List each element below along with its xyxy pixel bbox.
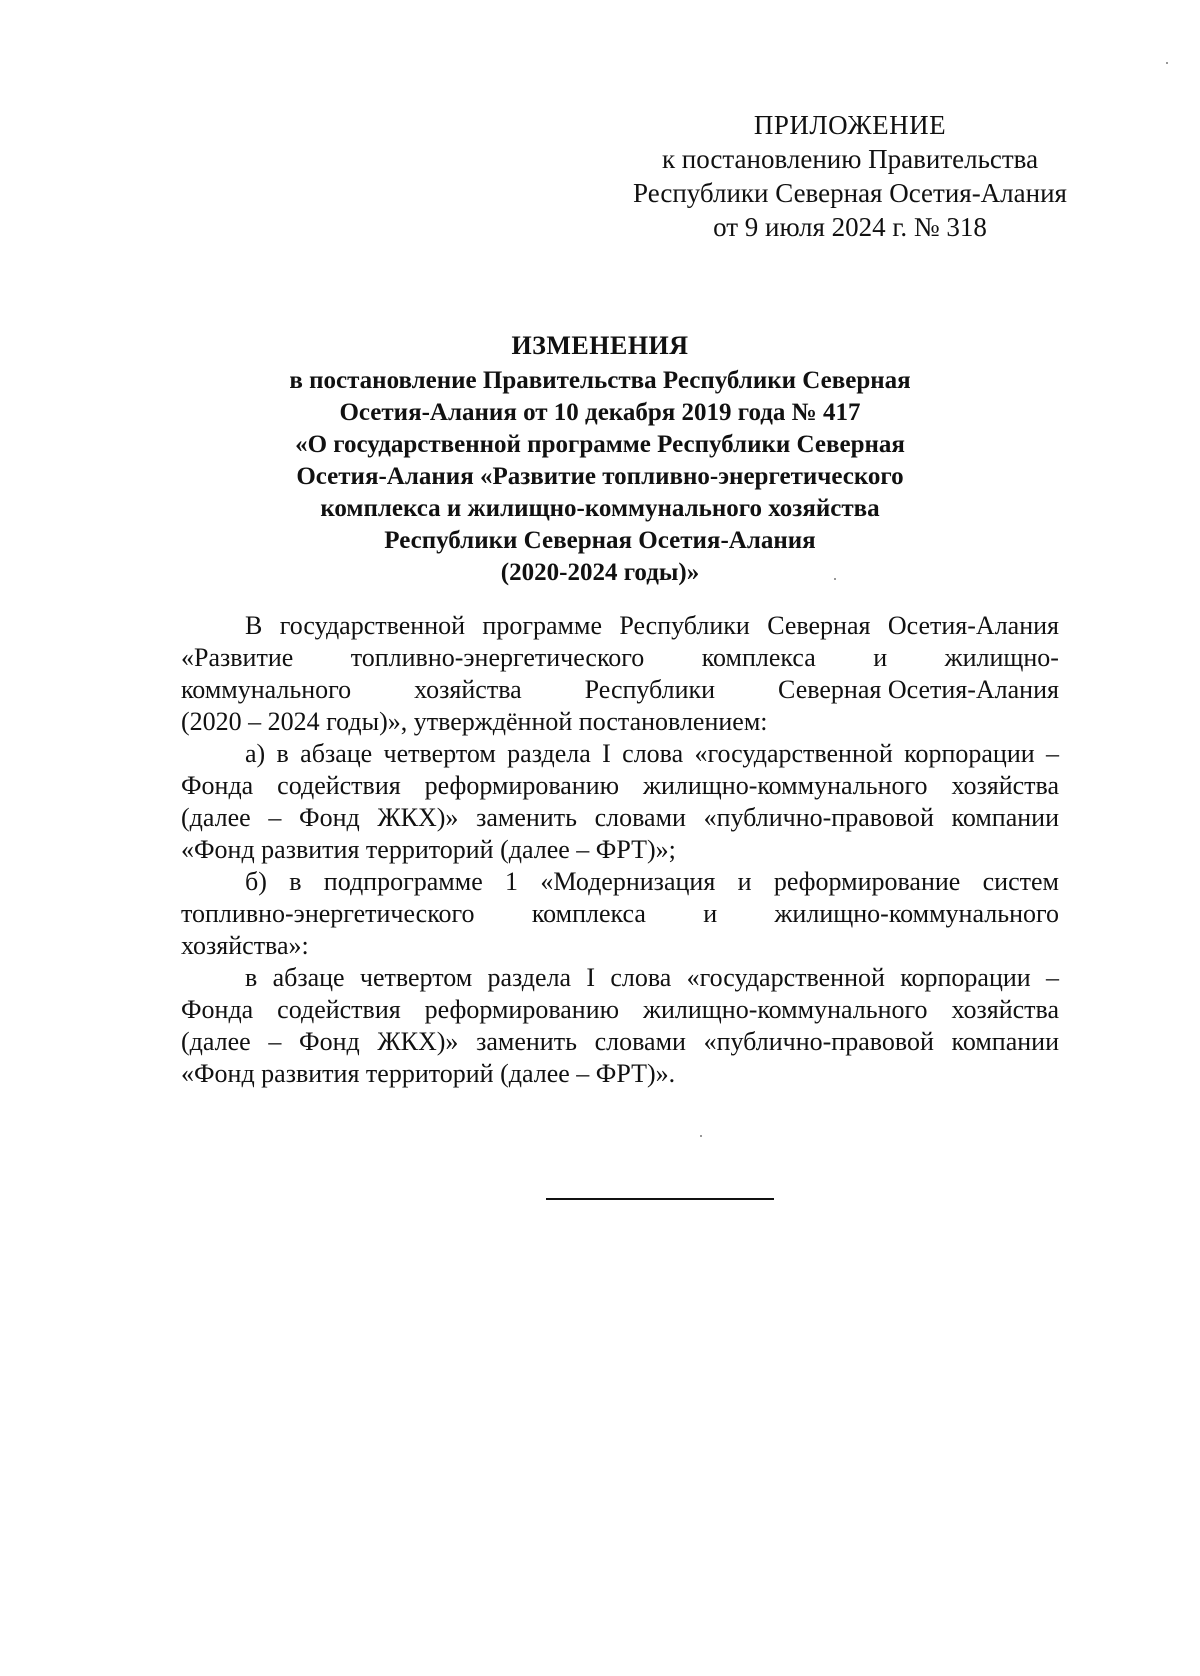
- word: комплекса: [701, 643, 816, 672]
- text-line: (далее – Фонд ЖКХ)» заменить словами «публично-правовой компании: [181, 1027, 1059, 1056]
- text-line: «Фонд развития территорий (далее – ФРТ)»;: [181, 835, 676, 864]
- appendix-line-1: к постановлению Правительства: [661, 144, 1039, 174]
- title-line: комплекса и жилищно-коммунального хозяйства: [320, 495, 880, 522]
- document-body: [181, 610, 1059, 1090]
- text-line: в абзаце четвертом раздела I слова «государственной корпорации –: [245, 963, 1059, 992]
- word: жилищно-коммунального: [774, 899, 1059, 928]
- title-line: «О государственной программе Республики Северная: [295, 431, 905, 458]
- word: «Развитие: [181, 643, 294, 672]
- title-line: в постановление Правительства Республики Северная: [289, 367, 911, 394]
- title-line: Осетия-Алания от 10 декабря 2019 года № 417: [339, 399, 861, 426]
- appendix-label: ПРИЛОЖЕНИЕ: [753, 110, 947, 140]
- word: Республики: [584, 675, 716, 704]
- text-line: (далее – Фонд ЖКХ)» заменить словами «публично-правовой компании: [181, 803, 1059, 832]
- word: и: [703, 899, 718, 928]
- appendix-date-number: от 9 июля 2024 г. № 318: [713, 212, 987, 242]
- word: коммунального: [181, 675, 352, 704]
- paragraph-amendment: [181, 962, 1059, 1090]
- word: хозяйства: [414, 675, 522, 704]
- appendix-header: [600, 108, 1100, 244]
- title-line: (2020-2024 годы)»: [500, 559, 700, 586]
- word: жилищно-: [944, 643, 1059, 672]
- text-line-spread: [181, 642, 1059, 674]
- end-separator-line: [546, 1198, 774, 1200]
- text-line: Фонда содействия реформированию жилищно-коммунального хозяйства: [181, 995, 1059, 1024]
- text-line: В государственной программе Республики Северная Осетия-Алания: [245, 611, 1059, 640]
- document-title: [200, 330, 1000, 589]
- word: Северная Осетия-Алания: [778, 675, 1059, 704]
- text-line-spread: [181, 674, 1059, 706]
- appendix-line-2: Республики Северная Осетия-Алания: [633, 178, 1067, 208]
- text-line: Фонда содействия реформированию жилищно-коммунального хозяйства: [181, 771, 1059, 800]
- paragraph-item-b: [181, 866, 1059, 962]
- text-line: «Фонд развития территорий (далее – ФРТ)».: [181, 1059, 676, 1088]
- text-line-spread: [181, 898, 1059, 930]
- scan-speck: [700, 1135, 702, 1137]
- word: топливно-энергетического: [181, 899, 475, 928]
- title-line: Осетия-Алания «Развитие топливно-энергетического: [296, 463, 904, 490]
- word: топливно-энергетического: [350, 643, 645, 672]
- paragraph-intro: [181, 610, 1059, 738]
- scan-speck: [834, 578, 836, 580]
- text-line: (2020 – 2024 годы)», утверждённой постановлением:: [181, 707, 768, 736]
- title-heading: ИЗМЕНЕНИЯ: [511, 331, 689, 360]
- text-line: хозяйства»:: [181, 931, 309, 960]
- text-line: а) в абзаце четвертом раздела I слова «государственной корпорации –: [245, 739, 1059, 768]
- text-line: б) в подпрограмме 1 «Модернизация и реформирование систем: [245, 867, 1059, 896]
- scan-speck: [1166, 62, 1168, 64]
- paragraph-item-a: [181, 738, 1059, 866]
- word: комплекса: [531, 899, 646, 928]
- word: и: [873, 643, 888, 672]
- title-line: Республики Северная Осетия-Алания: [384, 527, 816, 554]
